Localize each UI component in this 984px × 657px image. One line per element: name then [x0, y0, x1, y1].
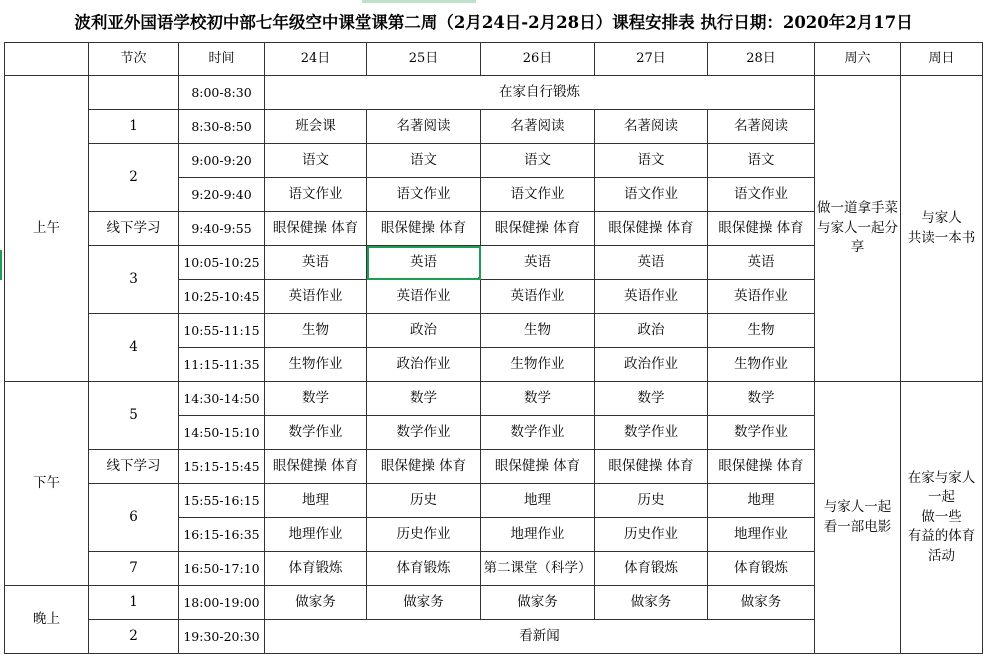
class-cell[interactable]: 名著阅读: [367, 110, 481, 144]
class-cell[interactable]: 数学作业: [265, 416, 367, 450]
class-cell[interactable]: 语文作业: [265, 178, 367, 212]
class-cell[interactable]: 体育锻炼: [595, 552, 708, 586]
class-cell[interactable]: 政治: [595, 314, 708, 348]
class-cell[interactable]: 语文作业: [595, 178, 708, 212]
class-cell[interactable]: 语文作业: [367, 178, 481, 212]
table-row: [5, 76, 983, 110]
class-cell[interactable]: 数学: [708, 382, 815, 416]
page-title: 波利亚外国语学校初中部七年级空中课堂课第二周（2月24日-2月28日）课程安排表 执行日期：2020年2月17日: [5, 4, 983, 43]
class-cell[interactable]: 数学: [265, 382, 367, 416]
time-cell[interactable]: 10:05-10:25: [179, 246, 265, 280]
class-cell[interactable]: 做家务: [265, 586, 367, 620]
class-cell[interactable]: 名著阅读: [708, 110, 815, 144]
class-cell[interactable]: 做家务: [708, 586, 815, 620]
time-cell[interactable]: 14:30-14:50: [179, 382, 265, 416]
class-cell[interactable]: 生物作业: [708, 348, 815, 382]
class-cell[interactable]: 数学: [367, 382, 481, 416]
class-cell[interactable]: 英语: [367, 246, 481, 280]
class-cell[interactable]: 政治: [367, 314, 481, 348]
class-cell[interactable]: 眼保健操 体育: [367, 212, 481, 246]
time-cell[interactable]: 10:25-10:45: [179, 280, 265, 314]
period-cell[interactable]: 线下学习: [89, 212, 179, 246]
class-cell[interactable]: 体育锻炼: [265, 552, 367, 586]
period-cell[interactable]: 3: [89, 246, 179, 314]
header-saturday[interactable]: 周六: [815, 43, 901, 76]
class-cell[interactable]: 体育锻炼: [367, 552, 481, 586]
spreadsheet: [4, 4, 982, 654]
class-cell[interactable]: 历史: [595, 484, 708, 518]
time-cell[interactable]: 9:00-9:20: [179, 144, 265, 178]
section-label[interactable]: 晚上: [5, 586, 89, 654]
class-cell[interactable]: 政治作业: [367, 348, 481, 382]
time-cell[interactable]: 15:55-16:15: [179, 484, 265, 518]
time-cell[interactable]: 14:50-15:10: [179, 416, 265, 450]
period-cell[interactable]: 1: [89, 110, 179, 144]
period-cell[interactable]: 2: [89, 620, 179, 654]
class-cell[interactable]: 做家务: [595, 586, 708, 620]
merged-activity-cell[interactable]: 在家自行锻炼: [265, 76, 815, 110]
class-cell[interactable]: 生物作业: [481, 348, 595, 382]
class-cell[interactable]: 眼保健操 体育: [595, 212, 708, 246]
class-cell[interactable]: 眼保健操 体育: [265, 212, 367, 246]
class-cell[interactable]: 语文: [481, 144, 595, 178]
period-cell[interactable]: 4: [89, 314, 179, 382]
class-cell[interactable]: 英语: [265, 246, 367, 280]
class-cell[interactable]: 班会课: [265, 110, 367, 144]
class-cell[interactable]: 地理: [481, 484, 595, 518]
time-cell[interactable]: 8:30-8:50: [179, 110, 265, 144]
saturday-activity[interactable]: 与家人一起 看一部电影: [815, 382, 901, 654]
column-highlight: [362, 0, 476, 3]
header-time[interactable]: 时间: [179, 43, 265, 76]
class-cell[interactable]: 做家务: [367, 586, 481, 620]
header-day[interactable]: 27日: [595, 43, 708, 76]
time-cell[interactable]: 18:00-19:00: [179, 586, 265, 620]
class-cell[interactable]: 英语作业: [367, 280, 481, 314]
schedule-table: [4, 4, 983, 654]
table-row: [5, 382, 983, 416]
time-cell[interactable]: 11:15-11:35: [179, 348, 265, 382]
period-cell[interactable]: 线下学习: [89, 450, 179, 484]
time-cell[interactable]: 9:40-9:55: [179, 212, 265, 246]
class-cell[interactable]: 历史作业: [595, 518, 708, 552]
class-cell[interactable]: 数学: [595, 382, 708, 416]
class-cell[interactable]: 体育锻炼: [708, 552, 815, 586]
class-cell[interactable]: 语文: [708, 144, 815, 178]
class-cell[interactable]: 数学作业: [708, 416, 815, 450]
sunday-activity[interactable]: 在家与家人 一起 做一些 有益的体育 活动: [901, 382, 983, 654]
header-day[interactable]: 26日: [481, 43, 595, 76]
class-cell[interactable]: 英语: [708, 246, 815, 280]
class-cell[interactable]: 地理: [265, 484, 367, 518]
class-cell[interactable]: 英语作业: [265, 280, 367, 314]
class-cell[interactable]: 眼保健操 体育: [265, 450, 367, 484]
class-cell[interactable]: 做家务: [481, 586, 595, 620]
header-day[interactable]: 24日: [265, 43, 367, 76]
time-cell[interactable]: 10:55-11:15: [179, 314, 265, 348]
header-day[interactable]: 25日: [367, 43, 481, 76]
class-cell[interactable]: 名著阅读: [595, 110, 708, 144]
class-cell[interactable]: 眼保健操 体育: [481, 212, 595, 246]
time-cell[interactable]: 15:15-15:45: [179, 450, 265, 484]
header-day[interactable]: 28日: [708, 43, 815, 76]
header-period[interactable]: 节次: [89, 43, 179, 76]
class-cell[interactable]: 地理作业: [708, 518, 815, 552]
class-cell[interactable]: 数学作业: [595, 416, 708, 450]
class-cell[interactable]: 眼保健操 体育: [481, 450, 595, 484]
section-label[interactable]: 下午: [5, 382, 89, 586]
class-cell[interactable]: 地理作业: [481, 518, 595, 552]
class-cell[interactable]: 眼保健操 体育: [708, 212, 815, 246]
class-cell[interactable]: 语文作业: [481, 178, 595, 212]
saturday-activity[interactable]: 做一道拿手菜 与家人一起分享: [815, 76, 901, 382]
time-cell[interactable]: 16:15-16:35: [179, 518, 265, 552]
time-cell[interactable]: 9:20-9:40: [179, 178, 265, 212]
class-cell[interactable]: 第二课堂（科学）: [481, 552, 595, 586]
class-cell[interactable]: 地理: [708, 484, 815, 518]
class-cell[interactable]: 英语: [595, 246, 708, 280]
class-cell[interactable]: 英语作业: [481, 280, 595, 314]
class-cell[interactable]: 生物: [708, 314, 815, 348]
row-highlight: [0, 250, 2, 280]
class-cell[interactable]: 语文: [595, 144, 708, 178]
class-cell[interactable]: 地理作业: [265, 518, 367, 552]
header-blank[interactable]: [5, 43, 89, 76]
class-cell[interactable]: 眼保健操 体育: [708, 450, 815, 484]
period-cell[interactable]: 2: [89, 144, 179, 212]
class-cell[interactable]: 英语: [481, 246, 595, 280]
class-cell[interactable]: 数学: [481, 382, 595, 416]
class-cell[interactable]: 眼保健操 体育: [367, 450, 481, 484]
time-cell[interactable]: 8:00-8:30: [179, 76, 265, 110]
period-cell[interactable]: 6: [89, 484, 179, 552]
time-cell[interactable]: 16:50-17:10: [179, 552, 265, 586]
class-cell[interactable]: 政治作业: [595, 348, 708, 382]
class-cell[interactable]: 生物: [265, 314, 367, 348]
class-cell[interactable]: 名著阅读: [481, 110, 595, 144]
class-cell[interactable]: 语文作业: [708, 178, 815, 212]
class-cell[interactable]: 语文: [367, 144, 481, 178]
merged-activity-cell[interactable]: 看新闻: [265, 620, 815, 654]
period-cell[interactable]: [89, 76, 179, 110]
class-cell[interactable]: 英语作业: [595, 280, 708, 314]
class-cell[interactable]: 生物: [481, 314, 595, 348]
period-cell[interactable]: 1: [89, 586, 179, 620]
class-cell[interactable]: 历史作业: [367, 518, 481, 552]
section-label[interactable]: 上午: [5, 76, 89, 382]
period-cell[interactable]: 7: [89, 552, 179, 586]
class-cell[interactable]: 英语作业: [708, 280, 815, 314]
class-cell[interactable]: 生物作业: [265, 348, 367, 382]
period-cell[interactable]: 5: [89, 382, 179, 450]
class-cell[interactable]: 眼保健操 体育: [595, 450, 708, 484]
class-cell[interactable]: 语文: [265, 144, 367, 178]
time-cell[interactable]: 19:30-20:30: [179, 620, 265, 654]
header-sunday[interactable]: 周日: [901, 43, 983, 76]
class-cell[interactable]: 数学作业: [367, 416, 481, 450]
class-cell[interactable]: 历史: [367, 484, 481, 518]
class-cell[interactable]: 数学作业: [481, 416, 595, 450]
sunday-activity[interactable]: 与家人 共读一本书: [901, 76, 983, 382]
